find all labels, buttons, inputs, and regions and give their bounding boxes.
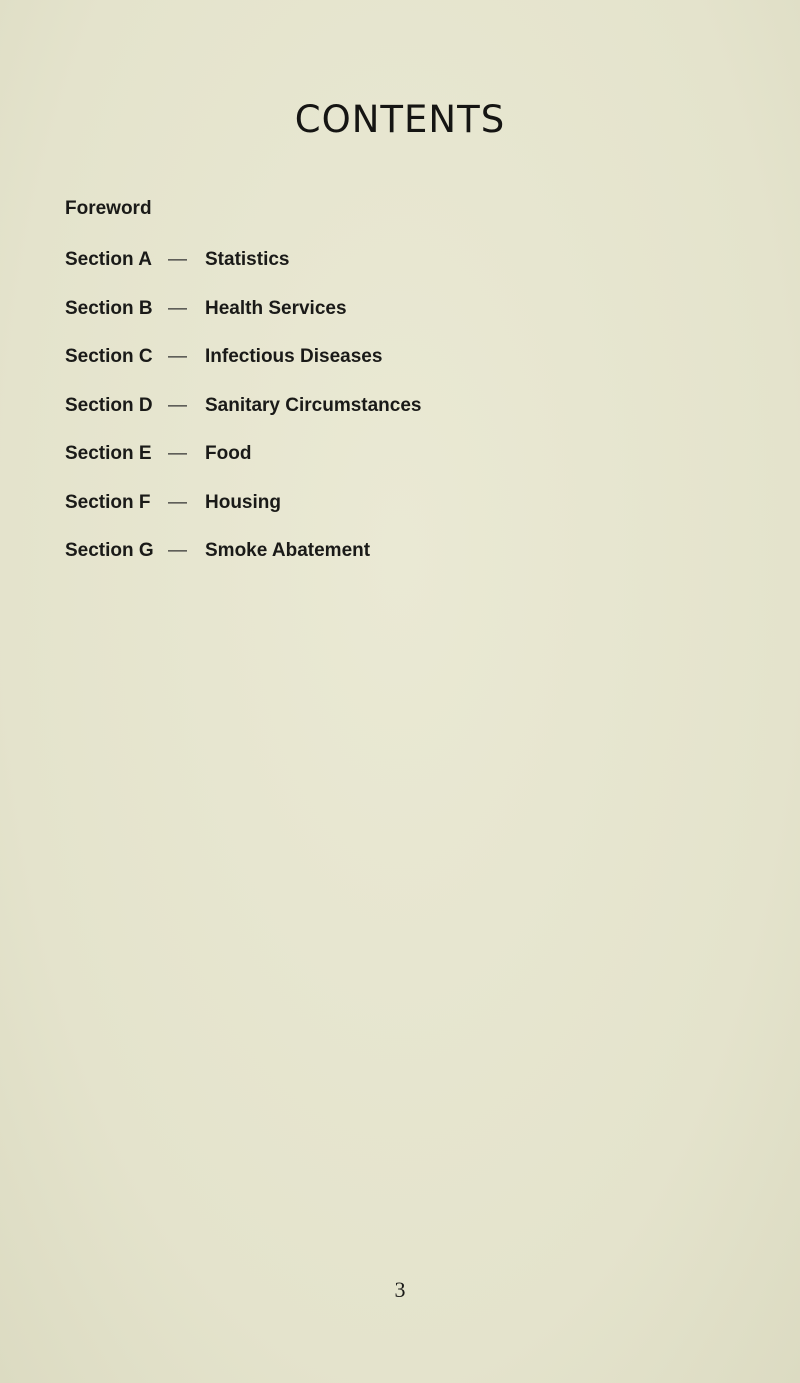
toc-dash: — (168, 443, 187, 464)
toc-section-label: Section E (65, 443, 152, 464)
toc-entry-section-c (65, 346, 422, 395)
toc-section-label: Section A (65, 249, 152, 270)
toc-section-name: Smoke Abatement (205, 540, 371, 561)
toc-dash: — (168, 297, 187, 319)
page-title: CONTENTS (294, 98, 506, 141)
toc-entry-section-e (65, 443, 422, 492)
toc-section-name: Sanitary Circumstances (205, 394, 422, 416)
toc-entry-section-b (65, 298, 422, 347)
toc-dash: — (168, 540, 187, 561)
toc-section-name: Health Services (205, 297, 347, 319)
toc-entry-section-f (65, 492, 422, 541)
toc-section-name: Infectious Diseases (205, 346, 383, 367)
toc-section-label: Section D (65, 394, 153, 416)
toc-entry-section-g (65, 540, 422, 589)
toc-section-name: Statistics (205, 249, 290, 270)
table-of-contents (65, 249, 422, 589)
toc-section-label: Section B (65, 297, 153, 319)
toc-section-label: Section G (65, 540, 154, 561)
toc-section-label: Section F (65, 491, 151, 513)
toc-entry-section-d (65, 395, 422, 444)
toc-dash: — (168, 249, 187, 270)
page-number: 3 (394, 1277, 406, 1302)
toc-section-name: Food (205, 443, 252, 464)
toc-dash: — (168, 394, 187, 416)
toc-entry-section-a (65, 249, 422, 298)
toc-section-name: Housing (205, 491, 281, 513)
toc-section-label: Section C (65, 346, 153, 367)
toc-dash: — (168, 491, 187, 513)
toc-dash: — (168, 346, 187, 367)
toc-foreword: Foreword (65, 198, 152, 219)
